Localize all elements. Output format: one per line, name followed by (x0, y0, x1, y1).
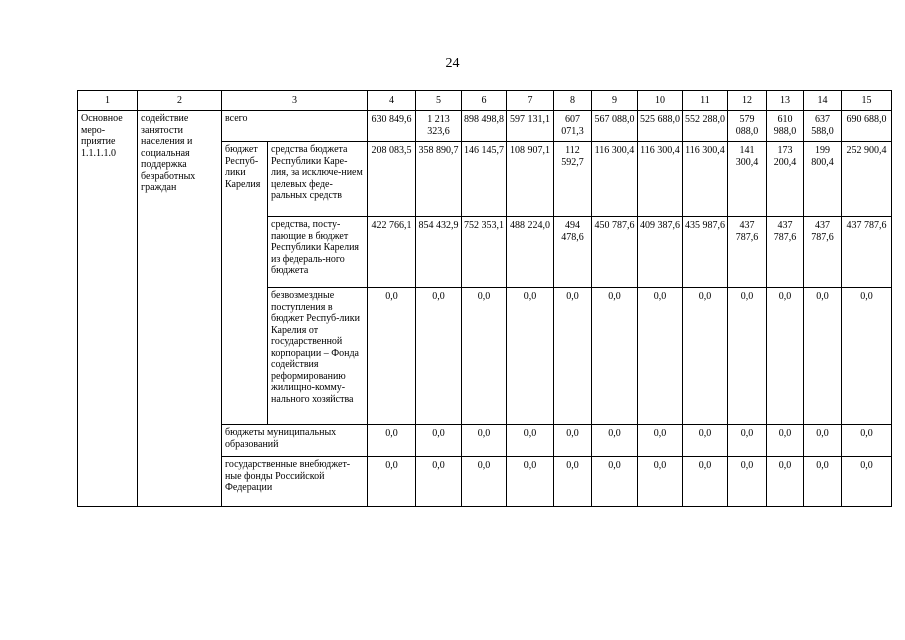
table-cell: 0,0 (804, 457, 842, 507)
column-header: 15 (842, 91, 892, 111)
table-cell: 610 988,0 (767, 111, 804, 142)
table-cell: 630 849,6 (368, 111, 416, 142)
table-cell: 0,0 (728, 457, 767, 507)
table-cell: 0,0 (368, 425, 416, 457)
table-cell: 0,0 (804, 425, 842, 457)
activity-description: содействие занятости населения и социальная поддержка безработных граждан (138, 111, 222, 507)
table-cell: 437 787,6 (842, 217, 892, 288)
table-cell: 0,0 (767, 457, 804, 507)
table-cell: 597 131,1 (507, 111, 554, 142)
column-header: 6 (462, 91, 507, 111)
table-cell: 0,0 (592, 457, 638, 507)
table-cell: 607 071,3 (554, 111, 592, 142)
table-cell: 116 300,4 (638, 142, 683, 217)
table-cell: 0,0 (462, 425, 507, 457)
table-cell: 567 088,0 (592, 111, 638, 142)
table-cell: 0,0 (592, 288, 638, 425)
table-cell: 0,0 (462, 288, 507, 425)
table-cell: 0,0 (728, 288, 767, 425)
column-header: 7 (507, 91, 554, 111)
table-cell: 637 588,0 (804, 111, 842, 142)
table-cell: 409 387,6 (638, 217, 683, 288)
table-cell: 141 300,4 (728, 142, 767, 217)
republic-budget-label: бюджет Респуб-лики Карелия (222, 142, 268, 425)
column-header: 10 (638, 91, 683, 111)
table-cell: 358 890,7 (416, 142, 462, 217)
page-number: 24 (445, 56, 460, 71)
table-cell: 0,0 (368, 288, 416, 425)
table-cell: 435 987,6 (683, 217, 728, 288)
table-cell: 0,0 (804, 288, 842, 425)
table-cell: 690 688,0 (842, 111, 892, 142)
table-cell: 752 353,1 (462, 217, 507, 288)
table-cell: 494 478,6 (554, 217, 592, 288)
table-cell: 0,0 (842, 425, 892, 457)
table-cell: 0,0 (592, 425, 638, 457)
activity-name: Основное меро-приятие 1.1.1.1.0 (78, 111, 138, 507)
row-label: государственные внебюджет-ные фонды Российской Федерации (222, 457, 368, 507)
table-cell: 116 300,4 (683, 142, 728, 217)
table-cell: 0,0 (683, 425, 728, 457)
table-cell: 0,0 (462, 457, 507, 507)
table-row (78, 111, 892, 142)
budget-table (77, 90, 892, 507)
table-cell: 552 288,0 (683, 111, 728, 142)
table-cell: 0,0 (507, 457, 554, 507)
table-cell: 0,0 (507, 425, 554, 457)
table-cell: 0,0 (368, 457, 416, 507)
table-cell: 525 688,0 (638, 111, 683, 142)
column-header: 14 (804, 91, 842, 111)
table-cell: 579 088,0 (728, 111, 767, 142)
table-cell: 0,0 (507, 288, 554, 425)
column-header: 5 (416, 91, 462, 111)
column-header: 4 (368, 91, 416, 111)
row-label: безвозмездные поступления в бюджет Респуб-лики Карелия от государственной корпорации – Фонда содействия реформированию жилищно-комму-нального хозяйства (268, 288, 368, 425)
table-cell: 437 787,6 (728, 217, 767, 288)
row-label: бюджеты муниципальных образований (222, 425, 368, 457)
table-cell: 0,0 (683, 288, 728, 425)
table-header-row (78, 91, 892, 111)
table-cell: 437 787,6 (767, 217, 804, 288)
table-cell: 0,0 (683, 457, 728, 507)
table-cell: 488 224,0 (507, 217, 554, 288)
column-header: 11 (683, 91, 728, 111)
row-label: всего (222, 111, 368, 142)
row-label: средства, посту-пающие в бюджет Республики Карелия из федераль-ного бюджета (268, 217, 368, 288)
column-header: 13 (767, 91, 804, 111)
table-cell: 0,0 (767, 288, 804, 425)
table-cell: 173 200,4 (767, 142, 804, 217)
column-header: 2 (138, 91, 222, 111)
table-cell: 208 083,5 (368, 142, 416, 217)
table-cell: 1 213 323,6 (416, 111, 462, 142)
table-cell: 146 145,7 (462, 142, 507, 217)
table-cell: 199 800,4 (804, 142, 842, 217)
table-cell: 0,0 (416, 288, 462, 425)
column-header: 8 (554, 91, 592, 111)
table-cell: 0,0 (416, 425, 462, 457)
table-cell: 0,0 (554, 425, 592, 457)
table-cell: 0,0 (638, 457, 683, 507)
table-cell: 0,0 (554, 457, 592, 507)
table-cell: 116 300,4 (592, 142, 638, 217)
table-cell: 898 498,8 (462, 111, 507, 142)
table-cell: 450 787,6 (592, 217, 638, 288)
table-cell: 0,0 (416, 457, 462, 507)
table-cell: 0,0 (638, 425, 683, 457)
table-cell: 0,0 (842, 288, 892, 425)
table-cell: 437 787,6 (804, 217, 842, 288)
table-cell: 0,0 (842, 457, 892, 507)
column-header: 3 (222, 91, 368, 111)
table-cell: 422 766,1 (368, 217, 416, 288)
column-header: 9 (592, 91, 638, 111)
column-header: 1 (78, 91, 138, 111)
table-cell: 0,0 (638, 288, 683, 425)
table-cell: 854 432,9 (416, 217, 462, 288)
table-cell: 0,0 (554, 288, 592, 425)
row-label: средства бюджета Республики Каре-лия, за исключе-нием целевых феде-ральных средств (268, 142, 368, 217)
table-cell: 108 907,1 (507, 142, 554, 217)
table-cell: 0,0 (767, 425, 804, 457)
table-cell: 252 900,4 (842, 142, 892, 217)
table-cell: 0,0 (728, 425, 767, 457)
table-cell: 112 592,7 (554, 142, 592, 217)
column-header: 12 (728, 91, 767, 111)
